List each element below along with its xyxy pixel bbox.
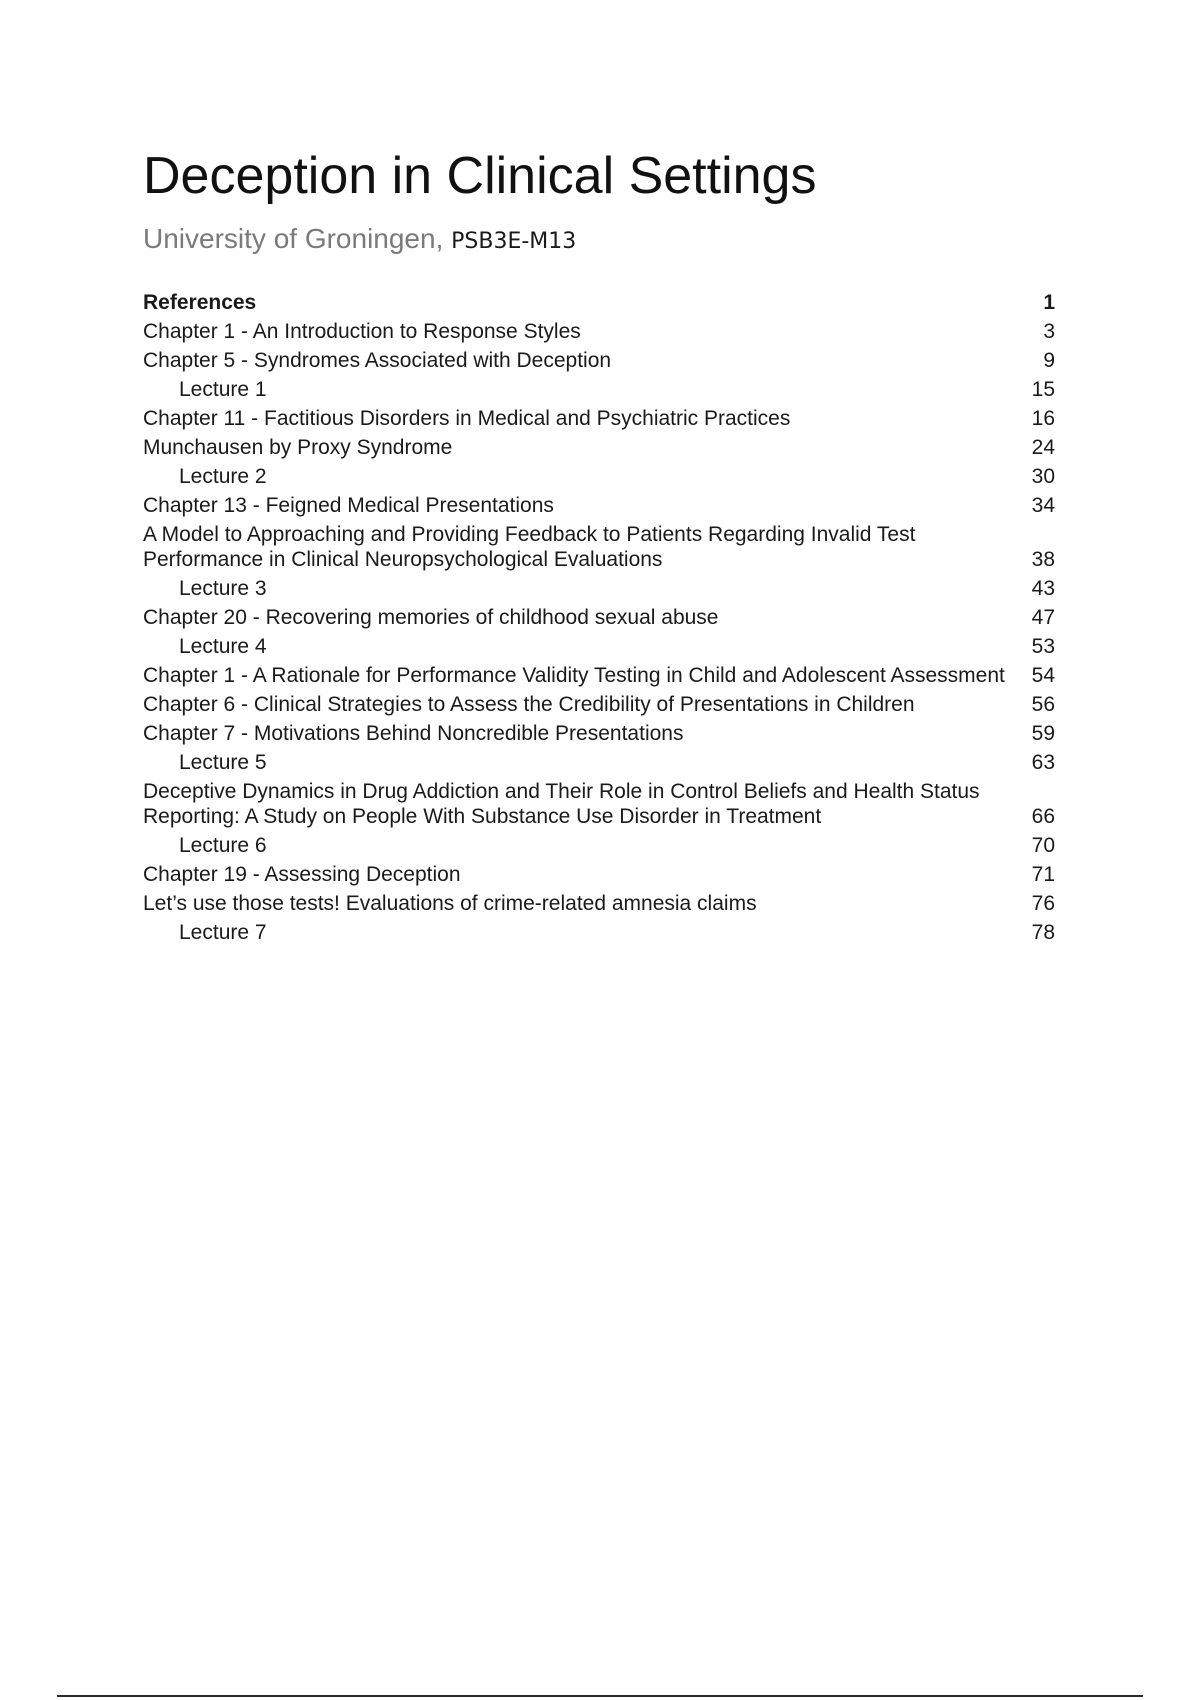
toc-entry[interactable] [143, 605, 1055, 630]
toc-entry-page-number: 76 [1031, 892, 1055, 915]
toc-entry-page-number: 24 [1031, 436, 1055, 459]
toc-entry-label: Lecture 7 [179, 921, 267, 944]
toc-entry-label: Lecture 4 [179, 635, 267, 658]
toc-entry-page-number: 63 [1031, 751, 1055, 774]
toc-entry-label: Deceptive Dynamics in Drug Addiction and Their Role in Control Beliefs and Health Status Reporting: A Study on People With Substance Use Disorder in Treatment [143, 780, 980, 828]
toc-entry-label: Lecture 1 [179, 378, 267, 401]
toc-entry-label: Chapter 6 - Clinical Strategies to Assess the Credibility of Presentations in Children [143, 693, 915, 716]
toc-entry-label: Chapter 13 - Feigned Medical Presentations [143, 494, 554, 517]
toc-entry-lecture[interactable] [143, 920, 1055, 945]
toc-entry-label: Chapter 7 - Motivations Behind Noncredible Presentations [143, 722, 684, 745]
toc-entry[interactable] [143, 493, 1055, 518]
toc-entry-label: Chapter 5 - Syndromes Associated with Deception [143, 349, 612, 372]
toc-entry-page-number: 71 [1031, 863, 1055, 886]
toc-entry-lecture[interactable] [143, 377, 1055, 402]
toc-entry-lecture[interactable] [143, 464, 1055, 489]
toc-entry-page-number: 53 [1031, 635, 1055, 658]
toc-entry-label: Lecture 3 [179, 577, 267, 600]
toc-entry-page-number: 34 [1031, 494, 1055, 517]
toc-entry[interactable] [143, 663, 1055, 688]
toc-entry-lecture[interactable] [143, 634, 1055, 659]
document-title: Deception in Clinical Settings [143, 147, 817, 205]
toc-entry-page-number: 59 [1031, 722, 1055, 745]
toc-entry-label: Lecture 6 [179, 834, 267, 857]
course-code: PSB3E-M13 [451, 229, 577, 254]
toc-entry[interactable] [143, 406, 1055, 431]
toc-entry-label: Chapter 20 - Recovering memories of childhood sexual abuse [143, 606, 719, 629]
toc-entry[interactable] [143, 692, 1055, 717]
document-subtitle [143, 221, 576, 260]
toc-entry-lecture[interactable] [143, 833, 1055, 858]
toc-entry[interactable] [143, 862, 1055, 887]
toc-entry[interactable] [143, 435, 1055, 460]
toc-entry-label: Lecture 2 [179, 465, 267, 488]
toc-entry-page-number: 66 [1031, 805, 1055, 828]
toc-entry[interactable] [143, 721, 1055, 746]
toc-entry-page-number: 38 [1031, 548, 1055, 571]
toc-entry-lecture[interactable] [143, 750, 1055, 775]
toc-entry-label: Let’s use those tests! Evaluations of crime-related amnesia claims [143, 892, 757, 915]
toc-entry-page-number: 30 [1031, 465, 1055, 488]
toc-entry-page-number: 70 [1031, 834, 1055, 857]
toc-entry-page-number: 78 [1031, 921, 1055, 944]
toc-entry-label: A Model to Approaching and Providing Feedback to Patients Regarding Invalid Test Performance in Clinical Neuropsychological Evaluations [143, 523, 916, 571]
toc-entry-page-number: 1 [1043, 291, 1055, 314]
toc-entry[interactable] [143, 348, 1055, 373]
toc-entry-lecture[interactable] [143, 576, 1055, 601]
toc-entry[interactable] [143, 891, 1055, 916]
toc-entry[interactable] [143, 779, 1055, 829]
footer-divider [57, 1695, 1143, 1697]
toc-entry-page-number: 16 [1031, 407, 1055, 430]
toc-entry-label: Chapter 19 - Assessing Deception [143, 863, 461, 886]
toc-entry-label: Chapter 11 - Factitious Disorders in Medical and Psychiatric Practices [143, 407, 791, 430]
toc-entry-label: Chapter 1 - An Introduction to Response Styles [143, 320, 581, 343]
toc-entry-page-number: 43 [1031, 577, 1055, 600]
toc-entry-label: Lecture 5 [179, 751, 267, 774]
toc-entry-page-number: 15 [1031, 378, 1055, 401]
toc-entry[interactable] [143, 319, 1055, 344]
toc-entry-label: References [143, 291, 257, 314]
toc-entry-page-number: 47 [1031, 606, 1055, 629]
toc-entry-page-number: 3 [1043, 320, 1055, 343]
toc-entry-page-number: 9 [1043, 349, 1055, 372]
university-name: University of Groningen, [143, 223, 444, 254]
toc-entry-label: Munchausen by Proxy Syndrome [143, 436, 453, 459]
toc-entry-page-number: 54 [1031, 664, 1055, 687]
toc-entry[interactable] [143, 522, 1055, 572]
toc-entry-page-number: 56 [1031, 693, 1055, 716]
toc-entry[interactable] [143, 290, 1055, 315]
table-of-contents [143, 290, 1055, 945]
toc-entry-label: Chapter 1 - A Rationale for Performance Validity Testing in Child and Adolescent Assessment [143, 664, 1005, 687]
